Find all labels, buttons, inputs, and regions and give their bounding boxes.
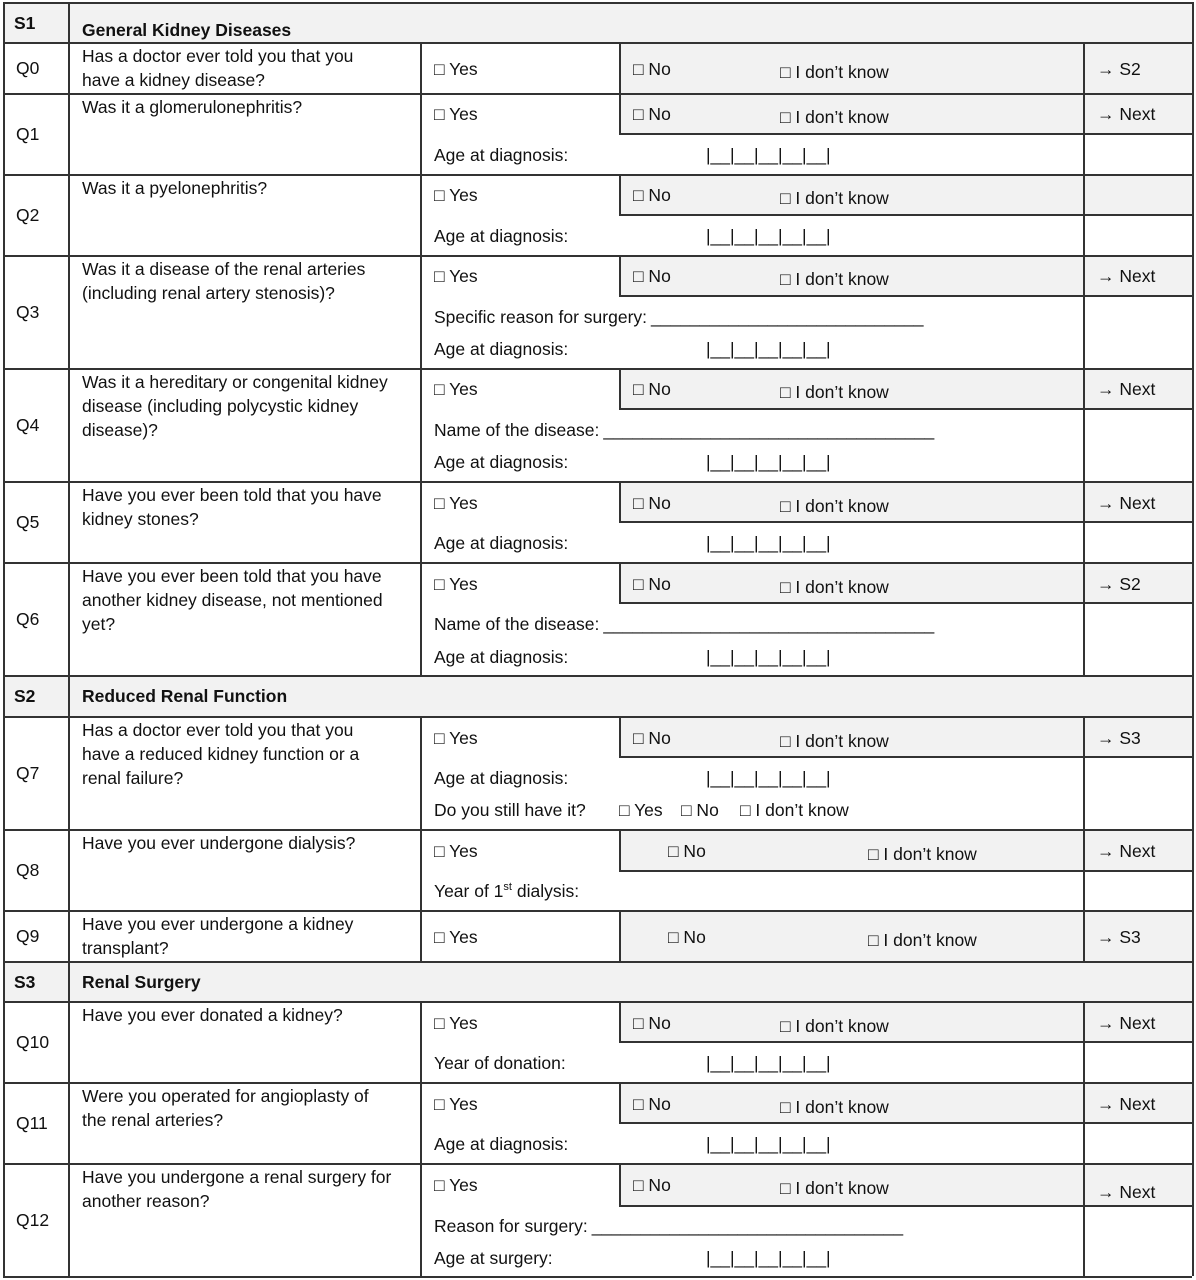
- age-entry-boxes[interactable]: |__|__|__|__|__|: [706, 145, 831, 165]
- no-checkbox[interactable]: □ No: [633, 574, 671, 594]
- no-checkbox[interactable]: □ No: [633, 1175, 671, 1195]
- no-checkbox[interactable]: □ No: [633, 493, 671, 513]
- column-rule: [1083, 562, 1085, 675]
- skip-instruction: → Next: [1097, 1182, 1156, 1202]
- question-text: disease)?: [82, 420, 158, 440]
- sub-label: Age at diagnosis:: [434, 339, 569, 359]
- sub-row-rule: [619, 756, 1192, 758]
- section-title: Reduced Renal Function: [82, 686, 288, 706]
- question-text: Have you ever donated a kidney?: [82, 1005, 343, 1025]
- sub-row-rule: [619, 295, 1192, 297]
- no-checkbox[interactable]: □ No: [633, 59, 671, 79]
- yes-checkbox[interactable]: □ Yes: [434, 1013, 478, 1033]
- yes-checkbox[interactable]: □ Yes: [434, 104, 478, 124]
- sub-row-rule: [619, 408, 1192, 410]
- no-checkbox[interactable]: □ No: [668, 927, 706, 947]
- skip-instruction: → S3: [1097, 927, 1141, 947]
- column-rule: [68, 255, 70, 368]
- sub-label: Name of the disease:: [434, 420, 600, 440]
- question-id: Q9: [16, 925, 40, 946]
- skip-instruction: → Next: [1097, 493, 1156, 513]
- column-rule: [619, 255, 621, 295]
- column-rule: [619, 42, 621, 93]
- skip-instruction: → S2: [1097, 574, 1141, 594]
- no-checkbox[interactable]: □ No: [633, 728, 671, 748]
- question-text: have a kidney disease?: [82, 70, 265, 90]
- section-title: General Kidney Diseases: [82, 20, 292, 40]
- dont-know-checkbox[interactable]: □ I don’t know: [780, 577, 889, 597]
- question-id: Q11: [16, 1112, 48, 1133]
- still-no-checkbox[interactable]: □ No: [681, 800, 719, 820]
- question-text: Have you undergone a renal surgery for: [82, 1167, 392, 1187]
- column-rule: [420, 1163, 422, 1276]
- column-rule: [619, 562, 621, 602]
- column-rule: [68, 1163, 70, 1276]
- age-entry-boxes[interactable]: |__|__|__|__|__|: [706, 533, 831, 553]
- question-text: Were you operated for angioplasty of: [82, 1086, 369, 1106]
- text-entry-blank[interactable]: ________________________________: [591, 1216, 904, 1236]
- age-entry-boxes[interactable]: |__|__|__|__|__|: [706, 768, 831, 788]
- column-rule: [420, 829, 422, 910]
- row-border: [3, 675, 1192, 677]
- no-checkbox[interactable]: □ No: [633, 1094, 671, 1114]
- skip-instruction: → Next: [1097, 266, 1156, 286]
- question-text: have a reduced kidney function or a: [82, 744, 360, 764]
- yes-checkbox[interactable]: □ Yes: [434, 728, 478, 748]
- dont-know-checkbox[interactable]: □ I don’t know: [780, 1178, 889, 1198]
- question-id: Q2: [16, 204, 40, 225]
- dont-know-checkbox[interactable]: □ I don’t know: [780, 496, 889, 516]
- no-checkbox[interactable]: □ No: [633, 266, 671, 286]
- age-entry-boxes[interactable]: |__|__|__|__|__|: [706, 452, 831, 472]
- no-checkbox[interactable]: □ No: [633, 104, 671, 124]
- column-rule: [68, 42, 70, 93]
- question-id: Q0: [16, 57, 40, 78]
- question-text: Have you ever been told that you have: [82, 566, 382, 586]
- question-id: Q3: [16, 301, 40, 322]
- section-code: S3: [14, 972, 36, 992]
- no-checkbox[interactable]: □ No: [633, 185, 671, 205]
- dont-know-checkbox[interactable]: □ I don’t know: [868, 930, 977, 950]
- yes-checkbox[interactable]: □ Yes: [434, 379, 478, 399]
- sub-label: Age at diagnosis:: [434, 226, 569, 246]
- column-rule: [68, 368, 70, 481]
- text-entry-blank[interactable]: __________________________________: [603, 420, 935, 440]
- dont-know-checkbox[interactable]: □ I don’t know: [780, 1097, 889, 1117]
- yes-checkbox[interactable]: □ Yes: [434, 493, 478, 513]
- yes-checkbox[interactable]: □ Yes: [434, 927, 478, 947]
- no-checkbox[interactable]: □ No: [668, 841, 706, 861]
- column-rule: [619, 174, 621, 214]
- sub-label: Year of donation:: [434, 1053, 566, 1073]
- question-id: Q8: [16, 859, 40, 880]
- sub-row-rule: [619, 1205, 1192, 1207]
- table-left-border: [3, 2, 5, 1276]
- sub-label: Specific reason for surgery:: [434, 307, 648, 327]
- column-rule: [1083, 368, 1085, 481]
- question-id: Q1: [16, 123, 40, 144]
- sub-label: Do you still have it?: [434, 800, 586, 820]
- skip-instruction: → S2: [1097, 59, 1141, 79]
- dont-know-checkbox[interactable]: □ I don’t know: [780, 382, 889, 402]
- sub-label: Age at diagnosis:: [434, 145, 569, 165]
- column-rule: [619, 1082, 621, 1122]
- skip-instruction: → Next: [1097, 841, 1156, 861]
- question-text: Have you ever been told that you have: [82, 485, 382, 505]
- column-rule: [1083, 910, 1085, 961]
- dont-know-checkbox[interactable]: □ I don’t know: [780, 731, 889, 751]
- yes-checkbox[interactable]: □ Yes: [434, 59, 478, 79]
- sub-label: Age at diagnosis:: [434, 533, 569, 553]
- no-checkbox[interactable]: □ No: [633, 379, 671, 399]
- skip-instruction: → Next: [1097, 1013, 1156, 1033]
- column-rule: [68, 716, 70, 829]
- yes-checkbox[interactable]: □ Yes: [434, 574, 478, 594]
- column-rule: [68, 829, 70, 910]
- sub-label: Reason for surgery:: [434, 1216, 588, 1236]
- question-text: Was it a disease of the renal arteries: [82, 259, 366, 279]
- age-entry-boxes[interactable]: |__|__|__|__|__|: [706, 226, 831, 246]
- sub-row-rule: [619, 214, 1192, 216]
- question-text: disease (including polycystic kidney: [82, 396, 359, 416]
- dont-know-checkbox[interactable]: □ I don’t know: [780, 269, 889, 289]
- skip-instruction: → Next: [1097, 379, 1156, 399]
- text-entry-blank[interactable]: ____________________________: [651, 307, 924, 327]
- column-rule: [68, 2, 70, 42]
- question-text: Was it a pyelonephritis?: [82, 178, 268, 198]
- section-code: S1: [14, 13, 36, 33]
- question-text: transplant?: [82, 938, 169, 958]
- dont-know-checkbox[interactable]: □ I don’t know: [780, 188, 889, 208]
- column-rule: [68, 1001, 70, 1082]
- no-checkbox[interactable]: □ No: [633, 1013, 671, 1033]
- question-text: Was it a hereditary or congenital kidney: [82, 372, 388, 392]
- text-entry-blank[interactable]: __________________________________: [603, 614, 935, 634]
- column-rule: [420, 562, 422, 675]
- column-rule: [420, 174, 422, 255]
- skip-instruction: → S3: [1097, 728, 1141, 748]
- question-id: Q6: [16, 608, 40, 629]
- column-rule: [619, 716, 621, 756]
- column-rule: [420, 42, 422, 93]
- question-text: another kidney disease, not mentioned: [82, 590, 383, 610]
- column-rule: [68, 675, 70, 716]
- question-text: renal failure?: [82, 768, 184, 788]
- skip-instruction: → Next: [1097, 1094, 1156, 1114]
- sub-row-rule: [619, 133, 1192, 135]
- column-rule: [68, 93, 70, 174]
- sub-row-rule: [619, 1122, 1192, 1124]
- yes-checkbox[interactable]: □ Yes: [434, 841, 478, 861]
- question-text: another reason?: [82, 1191, 210, 1211]
- question-text: Have you ever undergone a kidney: [82, 914, 354, 934]
- question-id: Q5: [16, 511, 40, 532]
- question-id: Q7: [16, 762, 40, 783]
- sub-label-start: Year of 1: [434, 881, 504, 901]
- table-right-border: [1192, 2, 1194, 1276]
- sub-label: Name of the disease:: [434, 614, 600, 634]
- column-rule: [68, 481, 70, 562]
- column-rule: [420, 481, 422, 562]
- yes-checkbox[interactable]: □ Yes: [434, 185, 478, 205]
- column-rule: [68, 562, 70, 675]
- yes-checkbox[interactable]: □ Yes: [434, 266, 478, 286]
- row-border: [3, 961, 1192, 963]
- still-dont-know-checkbox[interactable]: □ I don’t know: [740, 800, 849, 820]
- question-text: Was it a glomerulonephritis?: [82, 97, 303, 117]
- sub-label: Age at diagnosis:: [434, 1134, 569, 1154]
- dont-know-checkbox[interactable]: □ I don’t know: [780, 107, 889, 127]
- question-id: Q10: [16, 1031, 50, 1052]
- age-entry-boxes[interactable]: |__|__|__|__|__|: [706, 1134, 831, 1154]
- column-rule: [420, 716, 422, 829]
- still-yes-checkbox[interactable]: □ Yes: [619, 800, 663, 820]
- question-text: Have you ever undergone dialysis?: [82, 833, 356, 853]
- question-text: Has a doctor ever told you that you: [82, 720, 354, 740]
- section-code: S2: [14, 686, 36, 706]
- yes-checkbox[interactable]: □ Yes: [434, 1175, 478, 1195]
- age-entry-boxes[interactable]: |__|__|__|__|__|: [706, 1053, 831, 1073]
- column-rule: [68, 961, 70, 1001]
- question-text: the renal arteries?: [82, 1110, 224, 1130]
- column-rule: [420, 93, 422, 174]
- dont-know-checkbox[interactable]: □ I don’t know: [868, 844, 977, 864]
- section-title: Renal Surgery: [82, 972, 201, 992]
- column-rule: [1083, 42, 1085, 93]
- dont-know-checkbox[interactable]: □ I don’t know: [780, 1016, 889, 1036]
- sub-row-rule: [619, 521, 1192, 523]
- sub-row-rule: [619, 602, 1192, 604]
- dont-know-checkbox[interactable]: □ I don’t know: [780, 62, 889, 82]
- yes-checkbox[interactable]: □ Yes: [434, 1094, 478, 1114]
- column-rule: [1083, 255, 1085, 368]
- row-border: [3, 1276, 1192, 1278]
- age-entry-boxes[interactable]: |__|__|__|__|__|: [706, 339, 831, 359]
- skip-instruction: → Next: [1097, 104, 1156, 124]
- sub-label: Age at diagnosis:: [434, 768, 569, 788]
- column-rule: [1083, 716, 1085, 829]
- column-rule: [1083, 1163, 1085, 1276]
- skip-cell-shade: [1083, 174, 1192, 214]
- question-id: Q12: [16, 1209, 50, 1230]
- column-rule: [619, 93, 621, 133]
- column-rule: [420, 1082, 422, 1163]
- question-text: Has a doctor ever told you that you: [82, 46, 354, 66]
- column-rule: [619, 368, 621, 408]
- sub-row-rule: [619, 870, 1192, 872]
- column-rule: [619, 910, 621, 961]
- column-rule: [68, 1082, 70, 1163]
- column-rule: [619, 1163, 621, 1205]
- question-text: (including renal artery stenosis)?: [82, 283, 335, 303]
- table-top-border: [3, 2, 1192, 4]
- sub-label: Age at diagnosis:: [434, 452, 569, 472]
- sub-label-end: dialysis:: [511, 881, 580, 901]
- sub-label: Age at surgery:: [434, 1248, 553, 1268]
- ordinal-suffix: st: [503, 881, 512, 894]
- column-rule: [420, 255, 422, 368]
- column-rule: [420, 910, 422, 961]
- column-rule: [420, 1001, 422, 1082]
- question-id: Q4: [16, 414, 40, 435]
- question-text: kidney stones?: [82, 509, 199, 529]
- column-rule: [619, 1001, 621, 1041]
- age-entry-boxes[interactable]: |__|__|__|__|__|: [706, 647, 831, 667]
- column-rule: [68, 174, 70, 255]
- question-text: yet?: [82, 614, 116, 634]
- sub-label: [434, 879, 579, 903]
- column-rule: [619, 481, 621, 521]
- column-rule: [619, 829, 621, 870]
- age-entry-boxes[interactable]: |__|__|__|__|__|: [706, 1248, 831, 1268]
- column-rule: [68, 910, 70, 961]
- sub-row-rule: [619, 1041, 1192, 1043]
- sub-label: Age at diagnosis:: [434, 647, 569, 667]
- column-rule: [420, 368, 422, 481]
